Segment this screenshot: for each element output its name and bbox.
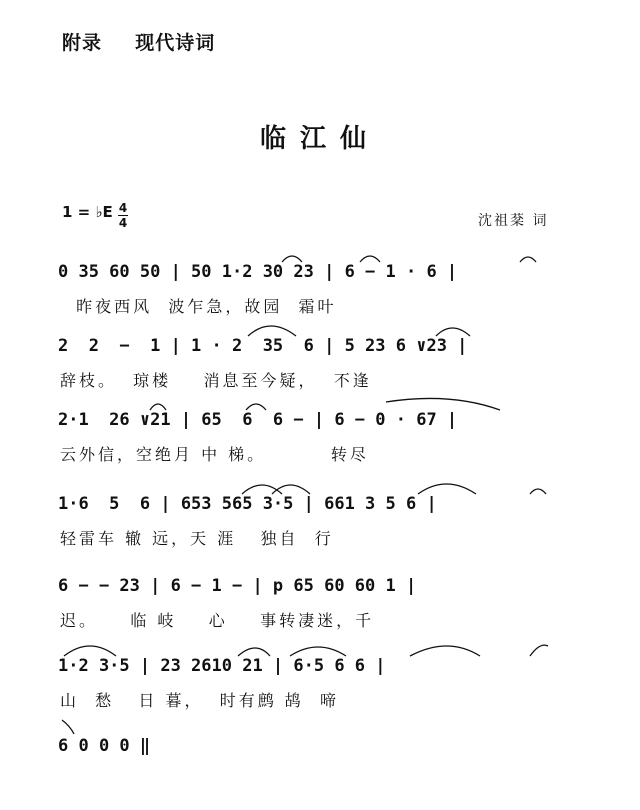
notation-line: 2 2 − 1 | 1 · 2 35 6 | 5 23 6 ∨23 | (58, 336, 468, 356)
meter-top: 4 (118, 201, 128, 215)
notation-line: 1·2 3·5 | 23 2610 21 | 6·5 6 6 | (58, 656, 386, 676)
notation-line: 1·6 5 6 | 653 565 3·5 | 661 3 5 6 | (58, 494, 437, 514)
header-subsection: 现代诗词 (135, 32, 216, 54)
song-title: 临江仙 (259, 124, 380, 154)
key-signature: 1 = ♭E (62, 203, 113, 221)
lyrics-line: 云外信，空绝月 中 梯。 转尽 (60, 445, 369, 464)
lyrics-line: 迟。 临 岐 心 事转凄迷，千 (60, 611, 375, 630)
lyrics-line: 辞枝。 琼楼 消息至今疑， 不逢 (60, 371, 372, 390)
lyrics-line: 昨夜西风 波乍急，故园 霜叶 (60, 297, 337, 316)
lyricist-credit: 沈祖棻 词 (478, 213, 549, 229)
notation-line: 6 − − 23 | 6 − 1 − | p 65 60 60 1 | (58, 576, 417, 596)
notation-line: 0 35 60 50 | 50 1·2 30 23 | 6 − 1 · 6 | (58, 262, 458, 282)
notation-line: 6 0 0 0 ‖ (58, 736, 151, 756)
notation-line: 2·1 26 ∨21 | 65 6 6 − | 6 − 0 · 67 | (58, 410, 458, 430)
header-section: 附录 (62, 32, 103, 54)
meter-bottom: 4 (118, 216, 128, 230)
lyrics-line: 山 愁 日 暮， 时有鹧 鸪 啼 (60, 691, 339, 710)
lyrics-line: 轻雷车 辙 远，天 涯 独自 行 (60, 529, 334, 548)
